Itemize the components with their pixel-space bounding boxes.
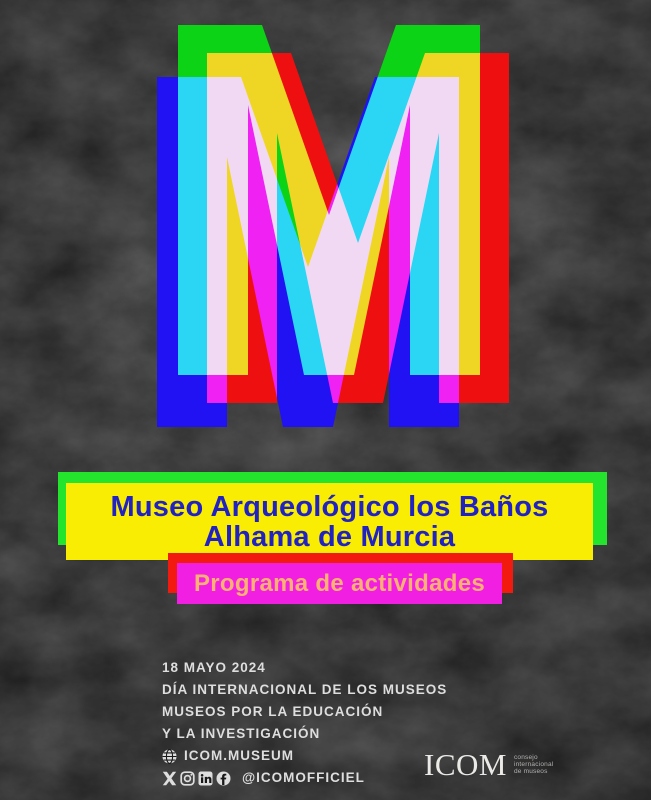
title-line-2: Alhama de Murcia	[203, 520, 456, 553]
linkedin-icon	[198, 771, 213, 786]
slogan-line-2: Y LA INVESTIGACIÓN	[162, 726, 321, 741]
event-name: DÍA INTERNACIONAL DE LOS MUSEOS	[162, 682, 448, 697]
globe-icon	[162, 749, 177, 764]
title-line-1: Museo Arqueológico los Baños	[110, 490, 549, 523]
slogan-line-1: MUSEOS POR LA EDUCACIÓN	[162, 704, 384, 719]
event-date: 18 MAYO 2024	[162, 660, 266, 675]
x-icon	[162, 771, 177, 786]
icom-tagline	[514, 754, 553, 775]
icom-wordmark: ICOM	[424, 747, 507, 782]
subtitle-text: Programa de actividades	[193, 569, 486, 597]
footer-block	[162, 657, 447, 789]
museum-day-m-logo	[157, 25, 509, 427]
instagram-icon	[180, 771, 195, 786]
title-banner	[66, 483, 593, 560]
facebook-icon	[216, 771, 231, 786]
social-row	[162, 767, 447, 789]
icom-logo	[424, 749, 553, 780]
m-layer-blue	[157, 77, 459, 427]
social-handle: @ICOMOFFICIEL	[242, 770, 365, 785]
icom-tagline-line-2: internacional	[513, 761, 554, 768]
subtitle-banner	[177, 563, 502, 604]
website-row	[162, 745, 447, 767]
icom-tagline-line-3: de museos	[513, 768, 548, 775]
website-url: ICOM.MUSEUM	[184, 748, 294, 763]
icom-tagline-line-1: consejo	[513, 754, 538, 761]
